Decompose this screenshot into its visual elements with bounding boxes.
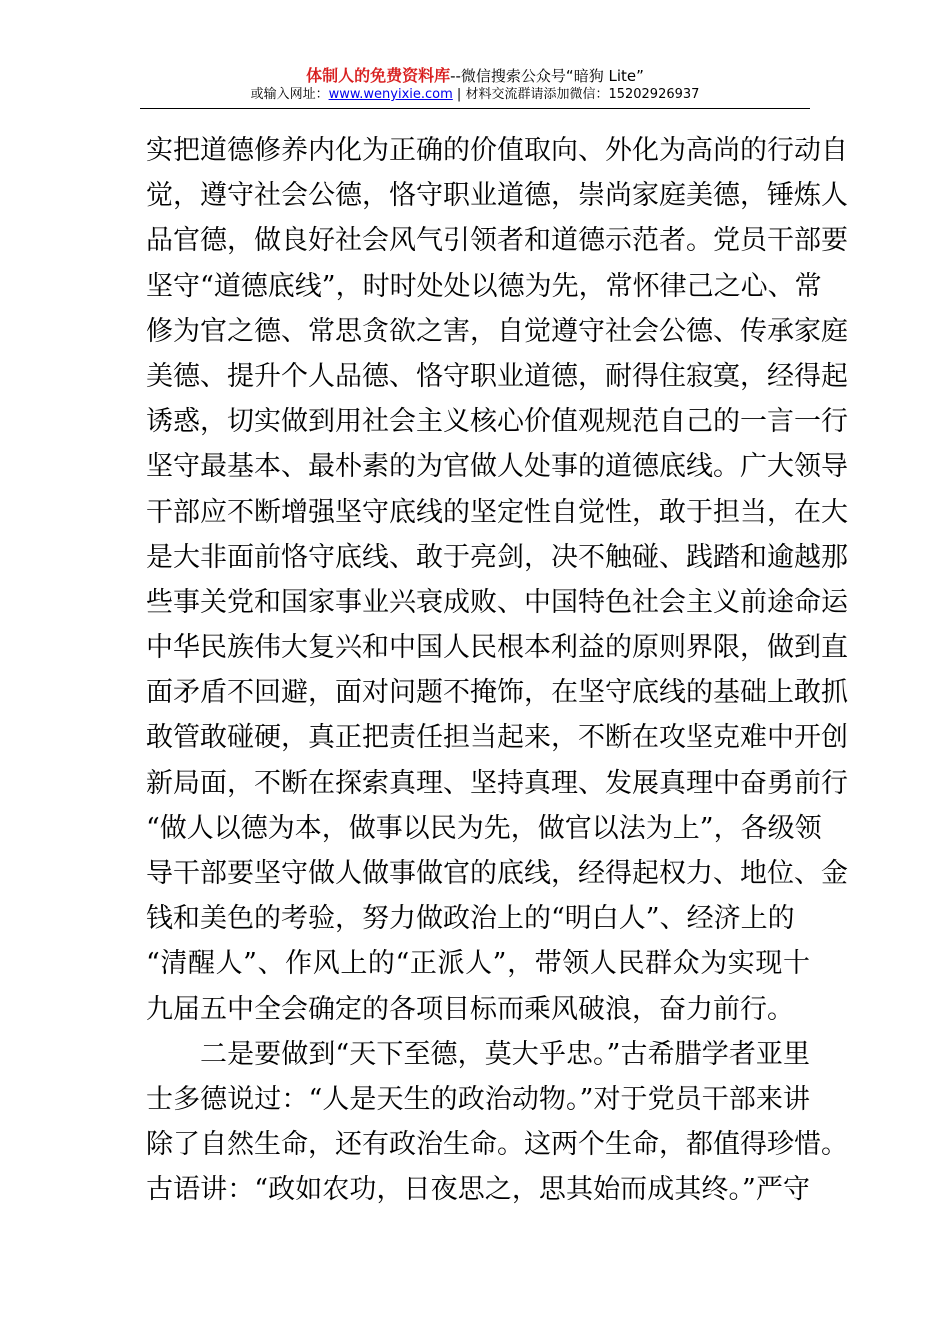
text-line: 坚守“道德底线”，时时处处以德为先，常怀律己之心、常 bbox=[146, 270, 822, 302]
text-line: 修为官之德、常思贪欲之害，自觉遵守社会公德、传承家庭 bbox=[146, 315, 848, 347]
text-line: 除了自然生命，还有政治生命。这两个生命，都值得珍惜。 bbox=[146, 1129, 848, 1161]
text-line: “做人以德为本，做事以民为先，做官以法为上”，各级领 bbox=[146, 812, 822, 844]
text-line: 九届五中全会确定的各项目标而乘风破浪，奋力前行。 bbox=[146, 993, 794, 1025]
text-line: 美德、提升个人品德、恪守职业道德，耐得住寂寞，经得起 bbox=[146, 360, 848, 392]
text-line: 品官德，做良好社会风气引领者和道德示范者。党员干部要 bbox=[146, 225, 848, 257]
text-line: 钱和美色的考验，努力做政治上的“明白人”、经济上的 bbox=[146, 903, 795, 935]
page-header bbox=[140, 66, 810, 104]
text-line: 诱惑，切实做到用社会主义核心价值观规范自己的一言一行 bbox=[146, 406, 848, 438]
text-line: 中华民族伟大复兴和中国人民根本利益的原则界限，做到直 bbox=[146, 632, 848, 664]
header-url-prefix: 或输入网址： bbox=[250, 87, 329, 102]
paragraph-start-line: 二是要做到“天下至德，莫大乎忠。”古希腊学者亚里 bbox=[200, 1038, 810, 1070]
text-line: 古语讲：“政如农功，日夜思之，思其始而成其终。”严守 bbox=[146, 1174, 810, 1206]
header-tagline: --微信搜索公众号“暗狗 Lite” bbox=[450, 67, 644, 85]
text-line: 觉，遵守社会公德，恪守职业道德，崇尚家庭美德，锤炼人 bbox=[146, 180, 848, 212]
text-line: 新局面，不断在探索真理、坚持真理、发展真理中奋勇前行 bbox=[146, 767, 848, 799]
text-line: 些事关党和国家事业兴衰成败、中国特色社会主义前途命运 bbox=[146, 586, 848, 618]
text-line: “清醒人”、作风上的“正派人”，带领人民群众为实现十 bbox=[146, 948, 810, 980]
header-divider bbox=[140, 108, 810, 109]
text-line: 导干部要坚守做人做事做官的底线，经得起权力、地位、金 bbox=[146, 858, 848, 889]
header-line-1 bbox=[140, 66, 810, 86]
text-line: 干部应不断增强坚守底线的坚定性自觉性，敢于担当，在大 bbox=[146, 496, 848, 528]
text-line: 敢管敢碰硬，真正把责任担当起来，不断在攻坚克难中开创 bbox=[146, 722, 848, 754]
header-contact: | 材料交流群请添加微信：15202926937 bbox=[452, 87, 700, 102]
text-line: 面矛盾不回避，面对问题不掩饰，在坚守底线的基础上敢抓 bbox=[146, 677, 848, 709]
header-line-2 bbox=[140, 86, 810, 104]
text-line: 实把道德修养内化为正确的价值取向、外化为高尚的行动自 bbox=[146, 135, 848, 166]
text-line: 坚守最基本、最朴素的为官做人处事的道德底线。广大领导 bbox=[146, 451, 848, 483]
document-body bbox=[146, 128, 848, 1213]
text-line: 士多德说过：“人是天生的政治动物。”对于党员干部来讲 bbox=[146, 1083, 810, 1115]
text-line: 是大非面前恪守底线、敢于亮剑，决不触碰、践踏和逾越那 bbox=[146, 541, 848, 573]
header-url-link[interactable]: www.wenyixie.com bbox=[328, 87, 453, 102]
header-brand: 体制人的免费资料库 bbox=[306, 66, 451, 85]
